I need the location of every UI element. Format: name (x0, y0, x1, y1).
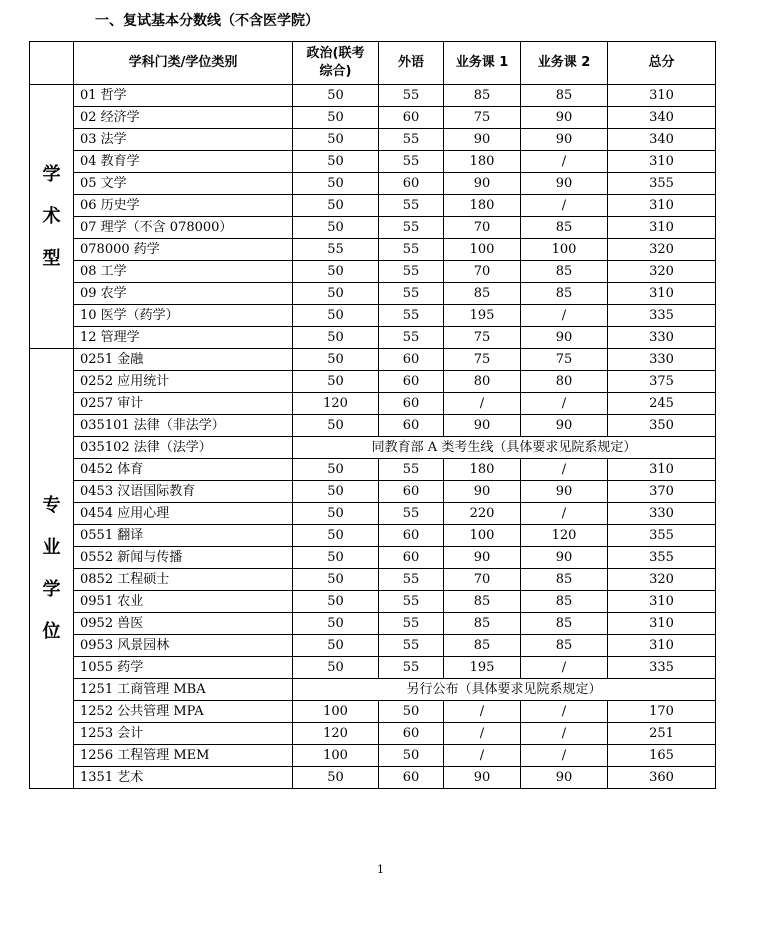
table-row (30, 107, 716, 129)
cell-total: 355 (608, 173, 716, 195)
page-number: 1 (377, 863, 384, 876)
cell-subject: 0852 工程硕士 (74, 569, 293, 591)
cell-total: 340 (608, 129, 716, 151)
cell-total: 360 (608, 767, 716, 789)
cell-course2: 75 (521, 349, 608, 371)
cell-course1: 80 (444, 371, 521, 393)
cell-course1: / (444, 393, 521, 415)
table-row (30, 415, 716, 437)
cell-course2: 90 (521, 173, 608, 195)
cell-total: 320 (608, 569, 716, 591)
cell-course2: 85 (521, 569, 608, 591)
cell-subject: 0951 农业 (74, 591, 293, 613)
cell-politics: 50 (293, 129, 379, 151)
cell-course2: 85 (521, 635, 608, 657)
cell-politics: 50 (293, 525, 379, 547)
cell-total: 335 (608, 657, 716, 679)
table-row (30, 85, 716, 107)
cell-course1: / (444, 745, 521, 767)
cell-subject: 0252 应用统计 (74, 371, 293, 393)
cell-total: 310 (608, 217, 716, 239)
cell-language: 55 (379, 459, 444, 481)
table-header-row (30, 42, 716, 85)
cell-politics: 50 (293, 547, 379, 569)
header-subject: 学科门类/学位类别 (74, 42, 293, 85)
cell-course1: 75 (444, 349, 521, 371)
cell-subject: 035102 法律（法学） (74, 437, 293, 459)
cell-course2: / (521, 195, 608, 217)
cell-politics: 50 (293, 107, 379, 129)
cell-politics: 55 (293, 239, 379, 261)
cell-language: 55 (379, 657, 444, 679)
cell-politics: 50 (293, 151, 379, 173)
cell-politics: 50 (293, 173, 379, 195)
cell-politics: 50 (293, 415, 379, 437)
cell-politics: 50 (293, 459, 379, 481)
table-row (30, 349, 716, 371)
cell-politics: 50 (293, 217, 379, 239)
cell-note: 同教育部 A 类考生线（具体要求见院系规定） (293, 437, 716, 459)
table-row (30, 745, 716, 767)
cell-subject: 04 教育学 (74, 151, 293, 173)
cell-total: 310 (608, 635, 716, 657)
cell-subject: 0551 翻译 (74, 525, 293, 547)
table-row (30, 525, 716, 547)
cell-subject: 078000 药学 (74, 239, 293, 261)
cell-politics: 100 (293, 745, 379, 767)
table-row (30, 613, 716, 635)
group-label-char: 术 (42, 205, 61, 227)
cell-course1: 85 (444, 283, 521, 305)
table-row (30, 723, 716, 745)
table-row (30, 239, 716, 261)
cell-language: 60 (379, 107, 444, 129)
cell-total: 310 (608, 195, 716, 217)
cell-course1: / (444, 723, 521, 745)
cell-politics: 50 (293, 767, 379, 789)
group-label-char: 学 (42, 163, 61, 185)
cell-language: 55 (379, 85, 444, 107)
cell-subject: 0251 金融 (74, 349, 293, 371)
cell-subject: 10 医学（药学） (74, 305, 293, 327)
cell-total: 310 (608, 85, 716, 107)
header-politics-line1: 政治(联考 (306, 46, 365, 61)
group-label-char: 位 (42, 620, 61, 642)
cell-course1: 90 (444, 415, 521, 437)
cell-course1: 85 (444, 613, 521, 635)
table-body (30, 85, 716, 789)
cell-language: 50 (379, 745, 444, 767)
cell-total: 375 (608, 371, 716, 393)
cell-course1: 85 (444, 85, 521, 107)
cell-total: 320 (608, 239, 716, 261)
cell-politics: 50 (293, 85, 379, 107)
cell-subject: 0552 新闻与传播 (74, 547, 293, 569)
cell-course2: 85 (521, 261, 608, 283)
table-row (30, 547, 716, 569)
section-title: 一、复试基本分数线（不含医学院） (95, 13, 319, 29)
cell-language: 55 (379, 129, 444, 151)
cell-course1: 70 (444, 261, 521, 283)
cell-language: 55 (379, 261, 444, 283)
table-row (30, 173, 716, 195)
cell-language: 55 (379, 613, 444, 635)
cell-course2: 80 (521, 371, 608, 393)
cell-language: 60 (379, 547, 444, 569)
cell-course1: 90 (444, 767, 521, 789)
cell-total: 251 (608, 723, 716, 745)
cell-subject: 06 历史学 (74, 195, 293, 217)
group-label (30, 349, 74, 789)
group-label-char: 业 (42, 536, 61, 558)
cell-total: 310 (608, 613, 716, 635)
table-row (30, 657, 716, 679)
cell-course2: 90 (521, 129, 608, 151)
cell-language: 60 (379, 173, 444, 195)
cell-subject: 08 工学 (74, 261, 293, 283)
cell-course2: 85 (521, 613, 608, 635)
cell-course1: 70 (444, 569, 521, 591)
cell-total: 340 (608, 107, 716, 129)
table-row (30, 767, 716, 789)
cell-total: 330 (608, 349, 716, 371)
cell-course2: 120 (521, 525, 608, 547)
cell-course2: 85 (521, 85, 608, 107)
cell-language: 55 (379, 217, 444, 239)
table-row (30, 151, 716, 173)
cell-course1: 75 (444, 327, 521, 349)
cell-course1: 90 (444, 547, 521, 569)
table-row (30, 217, 716, 239)
header-politics-line2: 综合) (319, 64, 352, 79)
cell-language: 55 (379, 239, 444, 261)
cell-language: 55 (379, 591, 444, 613)
cell-language: 60 (379, 415, 444, 437)
cell-subject: 0952 兽医 (74, 613, 293, 635)
cell-course2: 90 (521, 327, 608, 349)
cell-total: 165 (608, 745, 716, 767)
cell-language: 60 (379, 723, 444, 745)
table-row (30, 283, 716, 305)
group-label-char: 专 (42, 494, 61, 516)
cell-subject: 09 农学 (74, 283, 293, 305)
cell-course2: / (521, 657, 608, 679)
cell-subject: 035101 法律（非法学） (74, 415, 293, 437)
cell-total: 370 (608, 481, 716, 503)
cell-language: 55 (379, 635, 444, 657)
cell-total: 170 (608, 701, 716, 723)
table-row (30, 459, 716, 481)
cell-course2: 100 (521, 239, 608, 261)
cell-course2: / (521, 701, 608, 723)
cell-subject: 0257 审计 (74, 393, 293, 415)
cell-course2: 90 (521, 767, 608, 789)
cell-course2: / (521, 723, 608, 745)
cell-course1: 195 (444, 305, 521, 327)
table-row (30, 393, 716, 415)
cell-politics: 50 (293, 569, 379, 591)
cell-total: 310 (608, 591, 716, 613)
cell-language: 55 (379, 283, 444, 305)
cell-language: 60 (379, 525, 444, 547)
cell-course1: 90 (444, 481, 521, 503)
cell-subject: 05 文学 (74, 173, 293, 195)
cell-course2: 85 (521, 217, 608, 239)
cell-total: 350 (608, 415, 716, 437)
cell-course1: 85 (444, 591, 521, 613)
cell-total: 245 (608, 393, 716, 415)
table-row (30, 327, 716, 349)
cell-course1: 195 (444, 657, 521, 679)
cell-total: 355 (608, 547, 716, 569)
header-course2: 业务课 2 (521, 42, 608, 85)
cell-note: 另行公布（具体要求见院系规定） (293, 679, 716, 701)
cell-subject: 0953 风景园林 (74, 635, 293, 657)
cell-subject: 01 哲学 (74, 85, 293, 107)
cell-total: 330 (608, 503, 716, 525)
cell-subject: 03 法学 (74, 129, 293, 151)
cell-course2: / (521, 305, 608, 327)
cell-subject: 02 经济学 (74, 107, 293, 129)
cell-total: 320 (608, 261, 716, 283)
cell-politics: 50 (293, 657, 379, 679)
cell-language: 60 (379, 481, 444, 503)
cell-course2: / (521, 745, 608, 767)
cell-subject: 1253 会计 (74, 723, 293, 745)
table-row (30, 437, 716, 459)
table-row (30, 635, 716, 657)
cell-total: 355 (608, 525, 716, 547)
cell-course1: 180 (444, 459, 521, 481)
table-row (30, 261, 716, 283)
cell-course2: / (521, 393, 608, 415)
table-row (30, 591, 716, 613)
cell-course2: / (521, 151, 608, 173)
cell-subject: 1251 工商管理 MBA (74, 679, 293, 701)
cell-politics: 50 (293, 635, 379, 657)
cell-total: 330 (608, 327, 716, 349)
cell-course2: 85 (521, 591, 608, 613)
cell-language: 55 (379, 569, 444, 591)
table-row (30, 195, 716, 217)
cell-subject: 07 理学（不含 078000） (74, 217, 293, 239)
cell-subject: 1351 艺术 (74, 767, 293, 789)
cell-politics: 50 (293, 283, 379, 305)
cell-language: 55 (379, 305, 444, 327)
cell-course1: 70 (444, 217, 521, 239)
cell-language: 50 (379, 701, 444, 723)
cell-subject: 12 管理学 (74, 327, 293, 349)
cell-politics: 50 (293, 195, 379, 217)
cell-course2: / (521, 459, 608, 481)
table-row (30, 305, 716, 327)
cell-subject: 1055 药学 (74, 657, 293, 679)
cell-course1: 220 (444, 503, 521, 525)
header-politics (293, 42, 379, 85)
table-row (30, 701, 716, 723)
cell-language: 60 (379, 371, 444, 393)
cell-subject: 0453 汉语国际教育 (74, 481, 293, 503)
cell-politics: 50 (293, 613, 379, 635)
cell-course1: 90 (444, 129, 521, 151)
cell-course2: 90 (521, 547, 608, 569)
cell-course1: 90 (444, 173, 521, 195)
cell-politics: 50 (293, 371, 379, 393)
cell-language: 55 (379, 327, 444, 349)
cell-language: 60 (379, 393, 444, 415)
table-row (30, 371, 716, 393)
cell-subject: 0452 体育 (74, 459, 293, 481)
cell-course1: 75 (444, 107, 521, 129)
cell-course2: 85 (521, 283, 608, 305)
cell-course2: 90 (521, 107, 608, 129)
cell-politics: 120 (293, 723, 379, 745)
cell-politics: 100 (293, 701, 379, 723)
score-table (29, 41, 716, 789)
cell-politics: 50 (293, 349, 379, 371)
cell-language: 55 (379, 195, 444, 217)
cell-total: 310 (608, 459, 716, 481)
cell-total: 335 (608, 305, 716, 327)
cell-language: 60 (379, 349, 444, 371)
cell-politics: 50 (293, 261, 379, 283)
cell-politics: 50 (293, 503, 379, 525)
table-row (30, 569, 716, 591)
table-row (30, 481, 716, 503)
cell-course2: 90 (521, 481, 608, 503)
cell-politics: 50 (293, 305, 379, 327)
group-label-char: 型 (42, 247, 61, 269)
cell-language: 55 (379, 151, 444, 173)
cell-course1: / (444, 701, 521, 723)
cell-subject: 1256 工程管理 MEM (74, 745, 293, 767)
cell-language: 55 (379, 503, 444, 525)
cell-subject: 0454 应用心理 (74, 503, 293, 525)
cell-total: 310 (608, 151, 716, 173)
header-total: 总分 (608, 42, 716, 85)
cell-course1: 180 (444, 195, 521, 217)
cell-course1: 85 (444, 635, 521, 657)
cell-politics: 50 (293, 591, 379, 613)
cell-course1: 100 (444, 239, 521, 261)
cell-politics: 50 (293, 481, 379, 503)
cell-course1: 180 (444, 151, 521, 173)
header-course1: 业务课 1 (444, 42, 521, 85)
table-row (30, 503, 716, 525)
cell-course2: / (521, 503, 608, 525)
table-row (30, 679, 716, 701)
table-row (30, 129, 716, 151)
group-label-char: 学 (42, 578, 61, 600)
cell-subject: 1252 公共管理 MPA (74, 701, 293, 723)
cell-politics: 50 (293, 327, 379, 349)
cell-course1: 100 (444, 525, 521, 547)
cell-language: 60 (379, 767, 444, 789)
cell-course2: 90 (521, 415, 608, 437)
group-label (30, 85, 74, 349)
header-language: 外语 (379, 42, 444, 85)
header-group (30, 42, 74, 85)
cell-total: 310 (608, 283, 716, 305)
cell-politics: 120 (293, 393, 379, 415)
